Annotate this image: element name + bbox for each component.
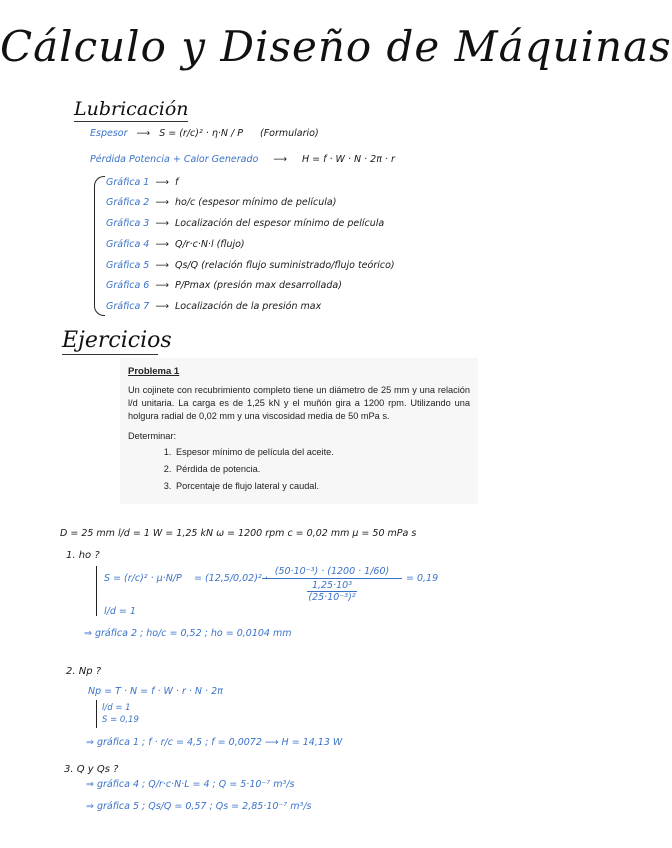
grafica-row (106, 280, 342, 291)
section-heading-lubricacion: Lubricación (74, 98, 189, 120)
arrow-icon: ⟶ (155, 239, 169, 250)
problem-statement: Un cojinete con recubrimiento completo tiene un diámetro de 25 mm y una relación l/d unitaria. La carga es de 1,25 kN y el muñón gira a 1200 rpm. Utilizando una holgura radial de 0,02 mm y una viscosidad media de 50 mPa s. (128, 385, 470, 421)
q1-result: ⇒ gráfica 2 ; ho/c = 0,52 ; ho = 0,0104 mm (84, 628, 292, 639)
espesor-formula: S = (r/c)² · η·N / P (159, 128, 243, 139)
grafica-label: Gráfica 1 (106, 177, 150, 188)
grafica-row (106, 239, 245, 250)
grafica-label: Gráfica 4 (106, 239, 150, 250)
grafica-value: Localización del espesor mínimo de película (174, 218, 385, 229)
perdida-formula: H = f · W · N · 2π · r (302, 154, 395, 165)
q1-numerator: (50·10⁻³) · (1200 · 1/60) (262, 566, 402, 579)
list-item: 1. Espesor mínimo de película del aceite. (174, 447, 470, 457)
q1-fraction (262, 566, 402, 603)
problem-title: Problema 1 (128, 366, 180, 377)
question-2-label: 2. Np ? (66, 666, 102, 677)
q3-line-1: ⇒ gráfica 4 ; Q/r·c·N·L = 4 ; Q = 5·10⁻⁷ m³/s (86, 779, 295, 790)
espesor-note: (Formulario) (259, 128, 319, 139)
grafica-value: P/Pmax (presión max desarrollada) (174, 280, 342, 291)
grafica-label: Gráfica 3 (106, 218, 150, 229)
problem-determine: Determinar: (128, 431, 176, 441)
bracket-line (96, 566, 97, 616)
arrow-icon: ⟶ (273, 154, 287, 165)
q2-formula: Np = T · N = f · W · r · N · 2π (88, 686, 223, 697)
problem-list (128, 447, 470, 491)
question-1-label: 1. ho ? (66, 550, 100, 561)
q1-denominator-2: (25·10⁻³)² (308, 592, 356, 603)
grafica-value: f (174, 177, 179, 188)
heading-underline (74, 121, 188, 122)
heading-underline (62, 354, 158, 355)
q1-s-mid: = (12,5/0,02)² · (194, 573, 268, 584)
graficas-brace (94, 176, 105, 316)
list-item: 2. Pérdida de potencia. (174, 464, 470, 474)
data-line: D = 25 mm l/d = 1 W = 1,25 kN ω = 1200 rpm c = 0,02 mm μ = 50 mPa s (60, 528, 417, 539)
espesor-label: Espesor (90, 128, 128, 139)
arrow-icon: ⟶ (155, 260, 169, 271)
problem-box (120, 358, 478, 504)
q3-line-2: ⇒ gráfica 5 ; Qs/Q = 0,57 ; Qs = 2,85·10⁻⁷ m³/s (86, 801, 312, 812)
q2-result: ⇒ gráfica 1 ; f · r/c = 4,5 ; f = 0,0072 ⟶ H = 14,13 W (86, 737, 343, 748)
section-heading-ejercicios: Ejercicios (62, 328, 172, 353)
q1-ld: l/d = 1 (104, 606, 136, 617)
page-title: Cálculo y Diseño de Máquinas (0, 22, 672, 71)
question-3-label: 3. Q y Qs ? (64, 764, 119, 775)
grafica-label: Gráfica 7 (106, 301, 150, 312)
arrow-icon: ⟶ (155, 177, 169, 188)
q2-s: S = 0,19 (102, 715, 139, 725)
bracket-line (96, 700, 97, 728)
list-item: 3. Porcentaje de flujo lateral y caudal. (174, 481, 470, 491)
arrow-icon: ⟶ (136, 128, 151, 139)
q1-s-lhs: S = (r/c)² · μ·N/P (104, 573, 182, 584)
q1-s-result: = 0,19 (406, 573, 439, 584)
arrow-icon: ⟶ (155, 301, 169, 312)
arrow-icon: ⟶ (155, 218, 169, 229)
grafica-value: Q/r·c·N·l (flujo) (174, 239, 245, 250)
grafica-row (106, 197, 336, 208)
q1-denominator-1: 1,25·10³ (307, 580, 357, 592)
grafica-label: Gráfica 6 (106, 280, 150, 291)
grafica-label: Gráfica 5 (106, 260, 150, 271)
perdida-label: Pérdida Potencia + Calor Generado (90, 154, 259, 165)
grafica-value: Localización de la presión max (174, 301, 322, 312)
q2-ld: l/d = 1 (102, 703, 131, 713)
grafica-value: Qs/Q (relación flujo suministrado/flujo teórico) (174, 260, 395, 271)
grafica-row (106, 301, 321, 312)
arrow-icon: ⟶ (155, 197, 169, 208)
grafica-value: ho/c (espesor mínimo de película) (174, 197, 337, 208)
grafica-row (106, 260, 395, 271)
grafica-row (106, 177, 178, 188)
espesor-row (90, 128, 319, 139)
perdida-row (90, 154, 395, 165)
grafica-label: Gráfica 2 (106, 197, 150, 208)
grafica-row (106, 218, 384, 229)
arrow-icon: ⟶ (155, 280, 169, 291)
